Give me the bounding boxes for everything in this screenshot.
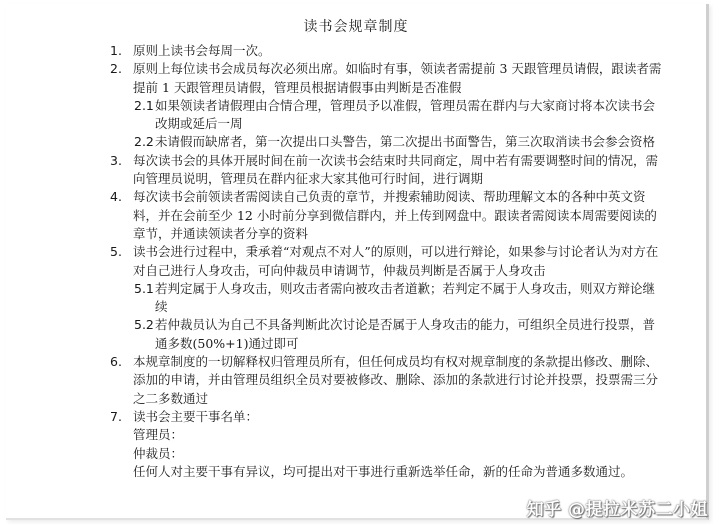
sub-item xyxy=(106,316,666,353)
item-number: 6. xyxy=(110,354,122,370)
role-note: 任何人对主要干事有异议，均可提出对干事进行重新选举任命，新的任命为普通多数通过。 xyxy=(133,463,634,479)
sub-item xyxy=(106,97,666,134)
document-page xyxy=(6,4,709,520)
item-text: 本规章制度的一切解释权归管理员所有，但任何成员均有权对规章制度的条款提出修改、删除、添加的申请，并由管理员组织全员对要被修改、删除、添加的条款进行讨论并投票，投票需三分之二多数通过 xyxy=(133,354,659,406)
item-text: 原则上每位读书会成员每次必须出席。如临时有事，领读者需提前 3 天跟管理员请假，跟读者需提前 1 天跟管理员请假，管理员根据请假事由判断是否准假 xyxy=(133,61,662,95)
item-text: 每次读书会前领读者需阅读自己负责的章节，并搜索辅助阅读、帮助理解文本的各种中英文资料，并在会前至少 12 小时前分享到微信群内，并上传到网盘中。跟读者需阅读本周需要阅读的章节，并通读领读者分享的资料 xyxy=(133,189,657,241)
sub-item-text: 如果领读者请假理由合情合理，管理员予以准假，管理员需在群内与大家商讨将本次读书会改期或延后一周 xyxy=(155,97,656,132)
sub-item-text: 若仲裁员认为自己不具备判断此次讨论是否属于人身攻击的能力，可组织全员进行投票，普通多数(50%+1)通过即可 xyxy=(155,317,656,351)
item-number: 3. xyxy=(110,152,122,168)
list-item xyxy=(106,243,666,280)
list-item xyxy=(106,353,666,408)
sub-item xyxy=(106,280,666,317)
sub-item xyxy=(106,133,666,151)
item-number: 2. xyxy=(110,61,122,77)
item-number: 5. xyxy=(110,244,122,260)
item-text: 读书会主要干事名单： xyxy=(133,408,259,424)
list-item xyxy=(106,152,666,189)
sub-item-number: 2.2 xyxy=(134,134,154,150)
list-item xyxy=(106,408,666,481)
zhihu-watermark: 知乎 @提拉米苏二小姐 xyxy=(526,500,708,520)
item-text: 每次读书会的具体开展时间在前一次读书会结束时共同商定，周中若有需要调整时间的情况，需向管理员说明，管理员在群内征求大家其他可行时间，进行调期 xyxy=(133,152,659,187)
arbiter-label: 仲裁员： xyxy=(133,445,184,461)
sub-item-number: 5.2 xyxy=(134,317,154,333)
item-number: 4. xyxy=(110,189,122,205)
admin-label: 管理员： xyxy=(133,427,184,443)
item-text: 读书会进行过程中，秉承着“对观点不对人”的原则，可以进行辩论，如果参与讨论者认为对方在对自己进行人身攻击，可向仲裁员申请调节，仲裁员判断是否属于人身攻击 xyxy=(133,244,659,278)
list-item xyxy=(106,42,666,60)
document-title: 读书会规章制度 xyxy=(303,19,409,35)
item-number: 1. xyxy=(110,43,122,58)
list-item xyxy=(106,188,666,243)
item-number: 7. xyxy=(110,408,122,424)
list-item xyxy=(106,60,666,97)
sub-item-text: 若判定属于人身攻击，则攻击者需向被攻击者道歉；若判定不属于人身攻击，则双方辩论继续 xyxy=(155,280,656,315)
sub-item-text: 未请假而缺席者，第一次提出口头警告，第二次提出书面警告，第三次取消读书会参会资格 xyxy=(155,134,656,150)
item-text: 原则上读书会每周一次。 xyxy=(133,43,271,58)
sub-item-number: 2.1 xyxy=(134,97,154,113)
sub-item-number: 5.1 xyxy=(134,280,154,296)
document-body xyxy=(106,42,666,481)
